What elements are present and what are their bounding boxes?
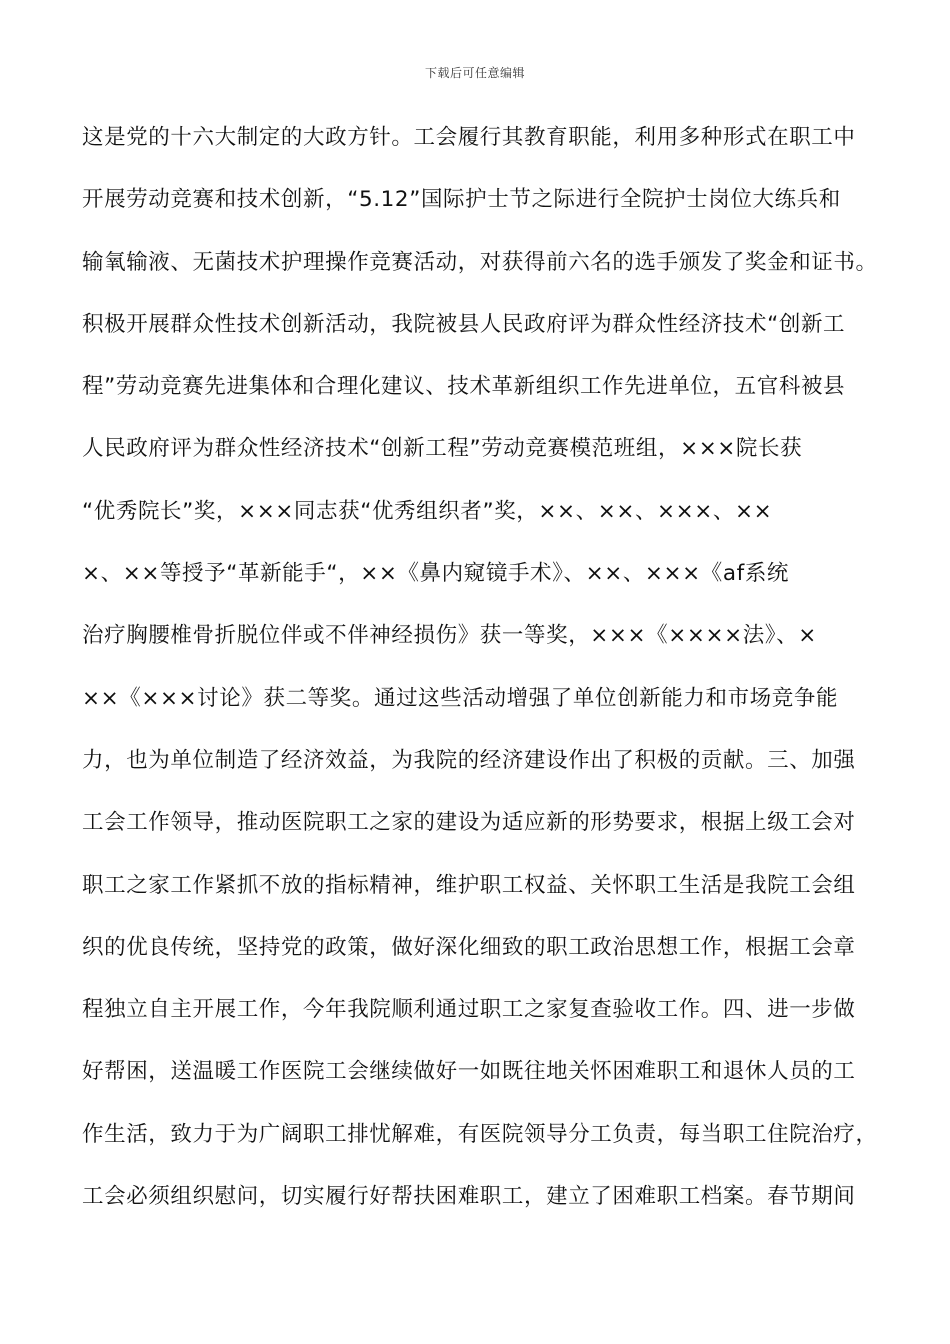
text-line: 作生活，致力于为广阔职工排忧解难，有医院领导分工负责，每当职工住院治疗， [82, 1121, 878, 1147]
page-header: 下载后可任意编辑 [424, 66, 525, 80]
text-line: 程”劳动竞赛先进集体和合理化建议、技术革新组织工作先进单位，五官科被县 [82, 374, 846, 400]
text-line: 工会必须组织慰问，切实履行好帮扶困难职工，建立了困难职工档案。春节期间 [82, 1184, 856, 1210]
text-line: 程独立自主开展工作，今年我院顺利通过职工之家复查验收工作。四、进一步做 [82, 997, 856, 1023]
text-line: 好帮困，送温暖工作医院工会继续做好一如既往地关怀困难职工和退休人员的工 [82, 1059, 856, 1085]
text-line: 这是党的十六大制定的大政方针。工会履行其教育职能，利用多种形式在职工中 [82, 125, 856, 150]
text-line: 织的优良传统，坚持党的政策，做好深化细致的职工政治思想工作，根据工会章 [82, 934, 856, 960]
text-line: ×、××等授予“革新能手“，××《鼻内窥镜手术》、××、×××《af系统 [82, 561, 790, 587]
text-line: 人民政府评为群众性经济技术“创新工程”劳动竞赛模范班组，×××院长获 [82, 436, 803, 462]
text-line: ××《×××讨论》获二等奖。通过这些活动增强了单位创新能力和市场竞争能 [82, 685, 839, 711]
text-line: 积极开展群众性技术创新活动，我院被县人民政府评为群众性经济技术“创新工 [82, 311, 846, 337]
text-line: “优秀院长”奖，×××同志获“优秀组织者”奖，××、××、×××、×× [82, 498, 773, 524]
text-line: 职工之家工作紧抓不放的指标精神，维护职工权益、关怀职工生活是我院工会组 [82, 872, 856, 898]
text-line: 治疗胸腰椎骨折脱位伴或不伴神经损伤》获一等奖，×××《××××法》、× [82, 623, 817, 649]
text-line: 工会工作领导，推动医院职工之家的建设为适应新的形势要求，根据上级工会对 [82, 810, 856, 836]
text-line: 输氧输液、无菌技术护理操作竞赛活动，对获得前六名的选手颁发了奖金和证书。 [82, 249, 878, 275]
text-line: 力，也为单位制造了经济效益，为我院的经济建设作出了积极的贡献。三、加强 [82, 747, 856, 773]
text-line: 开展劳动竞赛和技术创新，“5.12”国际护士节之际进行全院护士岗位大练兵和 [82, 187, 841, 213]
body-text [82, 118, 882, 1239]
